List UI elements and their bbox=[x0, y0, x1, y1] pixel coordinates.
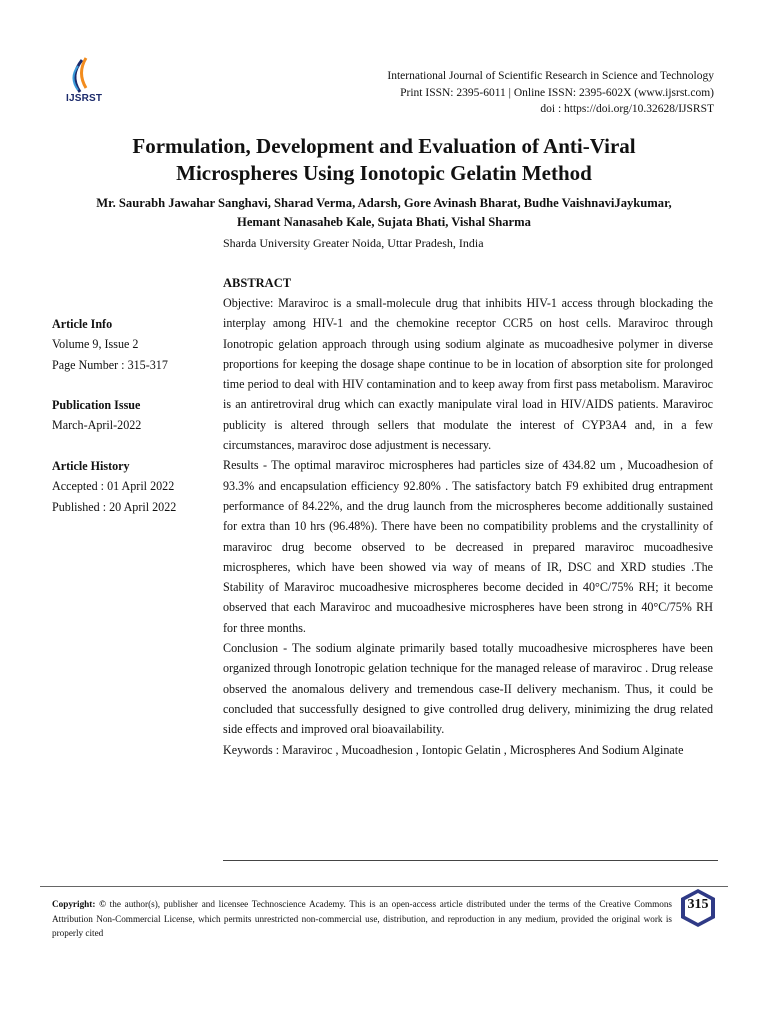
affiliation: Sharda University Greater Noida, Uttar Pradesh, India bbox=[223, 236, 484, 250]
title-line-1: Formulation, Development and Evaluation of Anti-Viral bbox=[132, 134, 636, 158]
page-number: 315 bbox=[687, 897, 709, 912]
publication-issue-block bbox=[52, 395, 217, 436]
copyright-text: the author(s), publisher and licensee Technoscience Academy. This is an open-access article distributed under the terms of the Creative Commons Attribution Non-Commercial License, which permits unrestricted non-commercial use, distribution, and reproduction in any medium, provided the original work is properly cited bbox=[52, 899, 673, 938]
abstract-conclusion: Conclusion - The sodium alginate primarily based totally mucoadhesive microspheres have been organized through Ionotropic gelation technique for the managed release of maraviroc . Drug release observed the anomalous delivery and tremendous case-II delivery mechanism. Thus, it could be concluded that successfully designed to give controlled drug delivery, minimizing the drug related side effects and improved oral bioavailability. bbox=[223, 641, 713, 737]
publication-issue-value: March-April-2022 bbox=[52, 418, 142, 433]
article-history-block bbox=[52, 456, 217, 517]
abstract-divider bbox=[223, 860, 718, 861]
page-number-range: Page Number : 315-317 bbox=[52, 357, 168, 372]
authors-line-1: Mr. Saurabh Jawahar Sanghavi, Sharad Verma, Adarsh, Gore Avinash Bharat, Budhe VaishnaviJaykumar, bbox=[96, 196, 672, 210]
abstract-results: Results - The optimal maraviroc microspheres had particles size of 434.82 um , Mucoadhesion of 93.3% and encapsulation efficiency 92.80% . The satisfactory batch F9 exhibited drug entrapment performance of 84.22%, and the drug launch from the microspheres become additionally sustained for extra than 10 hrs (96.48%). There have been no compatibility problems and the crystallinity of maraviroc drug become observed to be decreased in prepared maraviroc mucoadhesive microspheres, which have been showed via way of means of IR, DSC and XRD studies .The Stability of Maraviroc mucoadhesive microspheres become decided in 40°C/75% RH; it become observed that each Maraviroc and mucoadhesive microspheres have been strong in 40°C/75% RH for three months. bbox=[223, 458, 713, 635]
copyright-label: Copyright: © bbox=[52, 899, 106, 909]
logo-text: IJSRST bbox=[66, 93, 103, 104]
title-line-2: Microspheres Using Ionotopic Gelatin Method bbox=[176, 161, 592, 185]
journal-issn: Print ISSN: 2395-6011 | Online ISSN: 2395-602X (www.ijsrst.com) bbox=[400, 86, 714, 99]
abstract-body bbox=[223, 293, 713, 760]
accepted-date: Accepted : 01 April 2022 bbox=[52, 479, 175, 494]
author-list bbox=[40, 194, 728, 232]
abstract-objective: Objective: Maraviroc is a small-molecule drug that inhibits HIV-1 access through blockading the interplay among HIV-1 and the chemokine receptor CCR5 on host cells. Maraviroc through Ionotropic gelation approach through using sodium alginate as mucoadhesive polymer in diverse proportions for keeping the dosage shape continue to be in location of absorption site for prolonged time period to deal with HIV contamination and to keep away from first pass metabolism. Maraviroc is an antiretroviral drug which can exactly manipulate viral load in HIV/AIDS patients. Maraviroc publicity is altered through sellers that modulate the interest of CYP3A4 and, in a few circumstances, maraviroc dose adjustment is necessary. bbox=[223, 296, 713, 453]
publication-issue-heading: Publication Issue bbox=[52, 398, 141, 412]
copyright-notice bbox=[52, 897, 672, 941]
journal-header bbox=[387, 68, 714, 118]
article-info-heading: Article Info bbox=[52, 317, 113, 331]
journal-doi: doi : https://doi.org/10.32628/IJSRST bbox=[540, 103, 714, 115]
journal-name: International Journal of Scientific Research in Science and Technology bbox=[387, 70, 714, 82]
abstract-heading: ABSTRACT bbox=[223, 276, 292, 290]
authors-line-2: Hemant Nanasaheb Kale, Sujata Bhati, Vishal Sharma bbox=[237, 215, 531, 229]
paper-title bbox=[40, 133, 728, 187]
published-date: Published : 20 April 2022 bbox=[52, 499, 177, 514]
article-info-block bbox=[52, 314, 217, 375]
footer-divider bbox=[40, 886, 728, 887]
volume-issue: Volume 9, Issue 2 bbox=[52, 337, 139, 352]
abstract-keywords: Keywords : Maraviroc , Mucoadhesion , Iontopic Gelatin , Microspheres And Sodium Alginate bbox=[223, 742, 684, 757]
article-history-heading: Article History bbox=[52, 459, 130, 473]
